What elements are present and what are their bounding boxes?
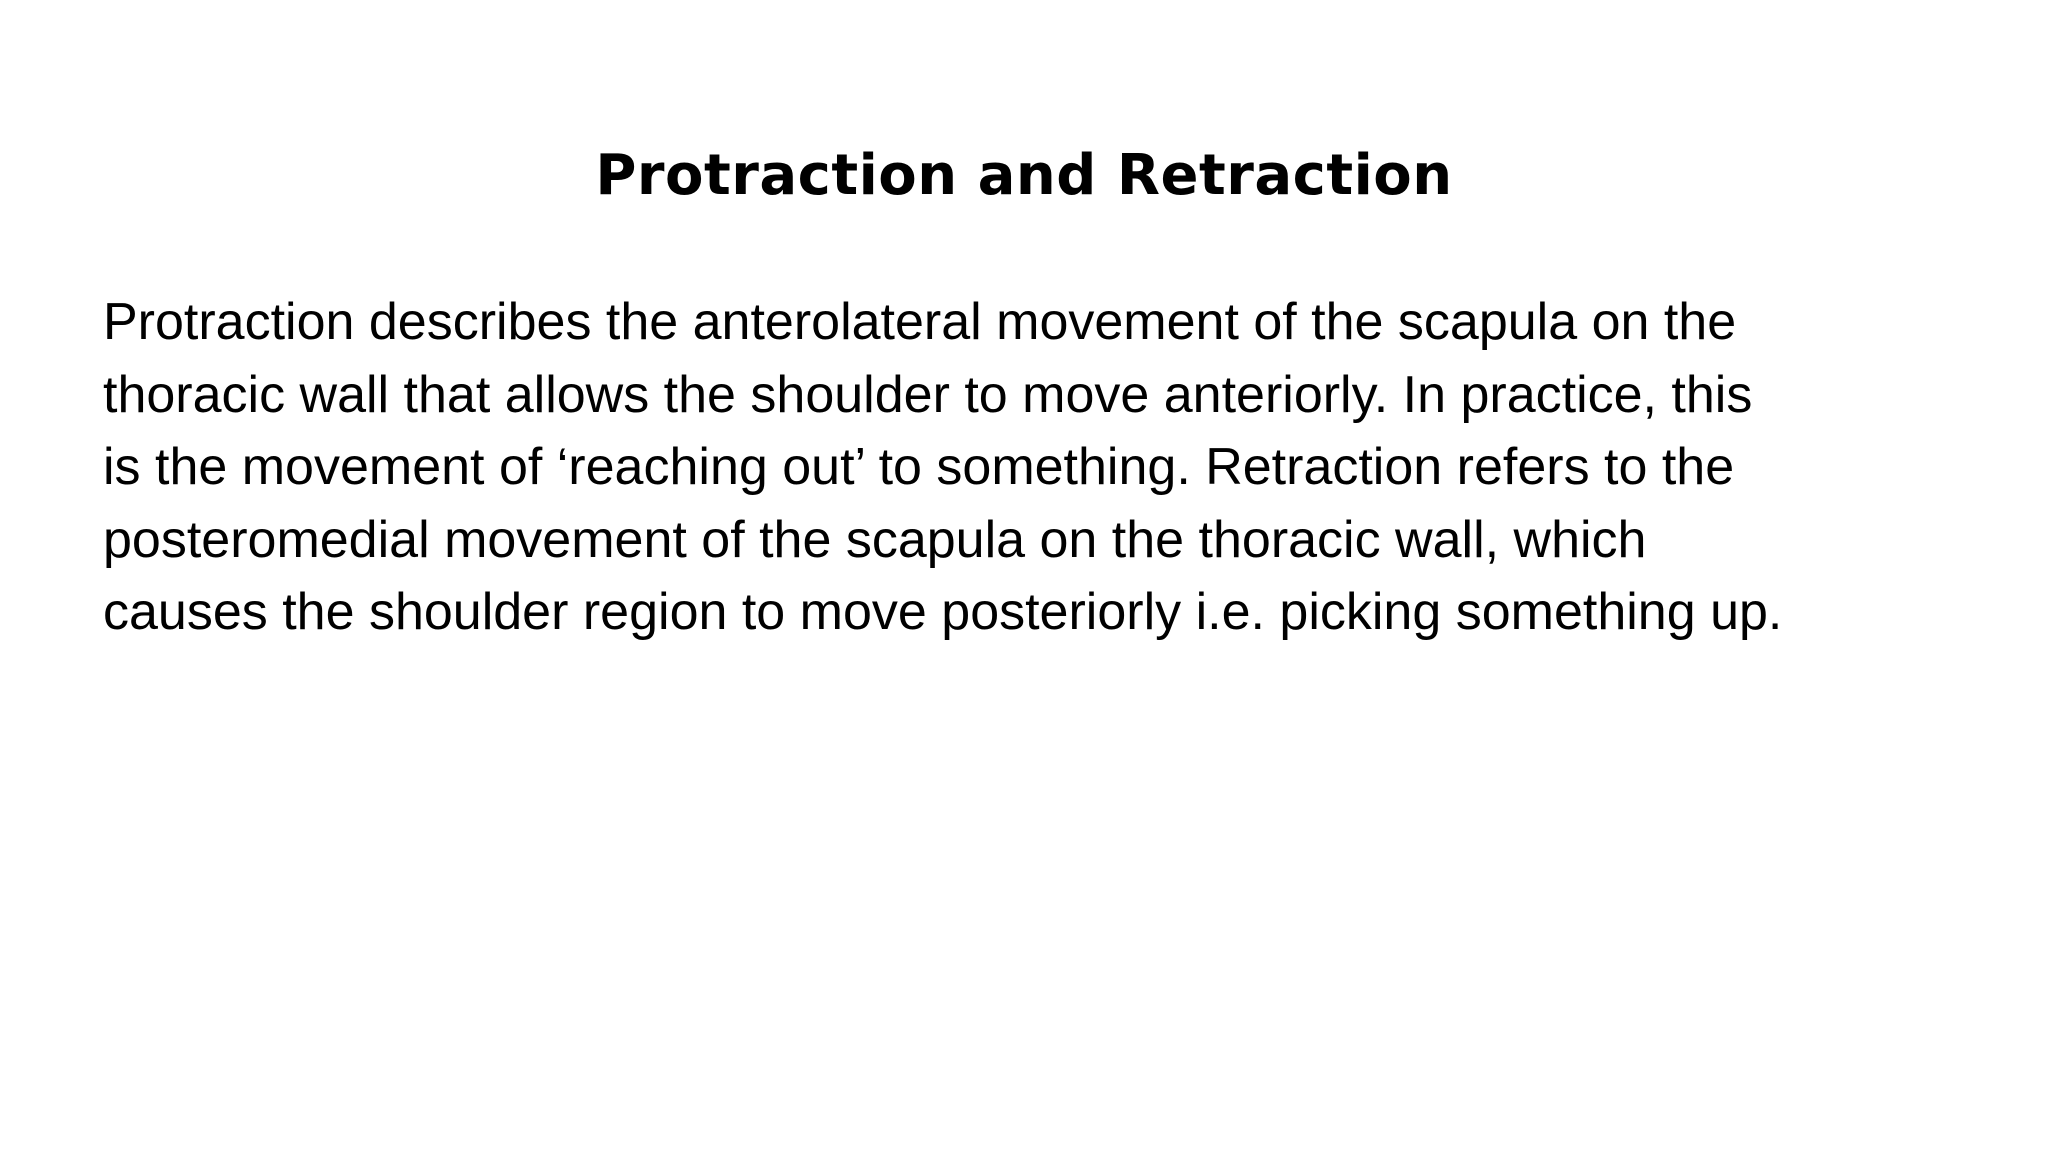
body-line: Protraction describes the anterolateral movement of the scapula on the <box>103 293 1737 351</box>
body-line: thoracic wall that allows the shoulder to move anteriorly. In practice, this <box>103 365 1753 424</box>
slide-body-paragraph <box>103 286 1953 649</box>
slide-title: Protraction and Retraction <box>595 143 1453 208</box>
body-line: causes the shoulder region to move posteriorly i.e. picking something up. <box>103 583 1783 641</box>
body-line: posteromedial movement of the scapula on the thoracic wall, which <box>103 510 1647 569</box>
body-line: is the movement of ‘reaching out’ to something. Retraction refers to the <box>103 438 1735 496</box>
